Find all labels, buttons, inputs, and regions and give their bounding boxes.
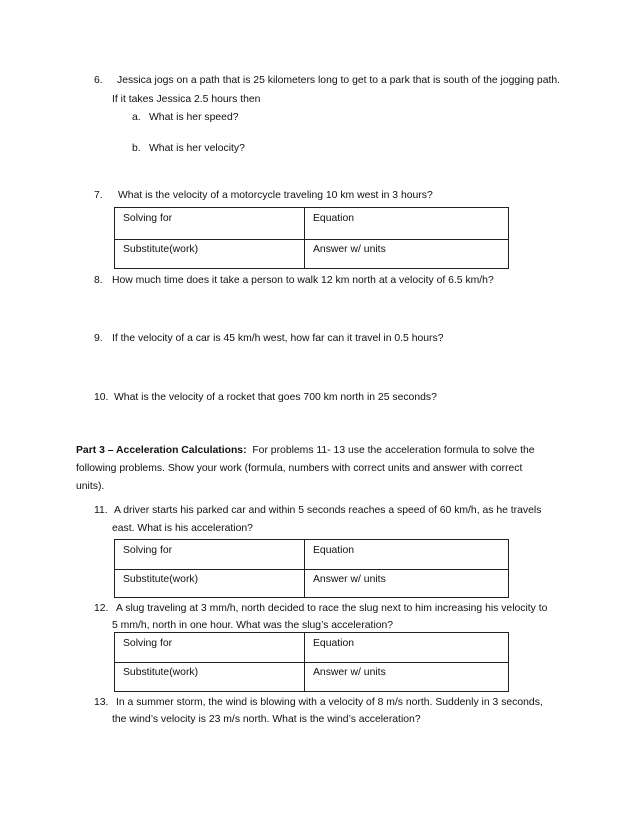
- q13-number: 13.: [94, 697, 109, 708]
- q13-text-line1: In a summer storm, the wind is blowing with a velocity of 8 m/s north. Suddenly in 3 seconds,: [116, 697, 543, 708]
- part3-intro-line1: [76, 445, 535, 456]
- q12-number: 12.: [94, 603, 109, 614]
- q10-text: What is the velocity of a rocket that goes 700 km north in 25 seconds?: [114, 392, 437, 403]
- q6a-label: a.: [132, 112, 141, 123]
- grid-answer-label: Answer w/ units: [313, 244, 386, 255]
- part3-intro-text: For problems 11- 13 use the acceleration formula to solve the: [252, 445, 535, 456]
- part3-intro-line3: units).: [76, 481, 105, 492]
- part3-heading: Part 3 – Acceleration Calculations:: [76, 445, 247, 456]
- q6b-text: What is her velocity?: [149, 143, 245, 154]
- q11-number: 11.: [94, 505, 108, 516]
- grid-solving-for-label: Solving for: [123, 638, 173, 649]
- q12-work-grid: [114, 632, 509, 692]
- q7-work-grid: [114, 207, 509, 269]
- q11-text-line1: A driver starts his parked car and within 5 seconds reaches a speed of 60 km/h, as he travels: [114, 505, 542, 516]
- grid-answer-label: Answer w/ units: [313, 667, 386, 678]
- grid-equation-label: Equation: [313, 213, 355, 224]
- grid-answer-label: Answer w/ units: [313, 574, 386, 585]
- q7-text: What is the velocity of a motorcycle traveling 10 km west in 3 hours?: [118, 190, 433, 201]
- q13-text-line2: the wind’s velocity is 23 m/s north. What is the wind’s acceleration?: [112, 714, 421, 725]
- q9-text: If the velocity of a car is 45 km/h west, how far can it travel in 0.5 hours?: [112, 333, 444, 344]
- q8-number: 8.: [94, 275, 103, 286]
- q12-text-line1: A slug traveling at 3 mm/h, north decided to race the slug next to him increasing his velocity to: [116, 603, 548, 614]
- q7-number: 7.: [94, 190, 103, 201]
- grid-solving-for-label: Solving for: [123, 213, 173, 224]
- q6b-label: b.: [132, 143, 141, 154]
- q11-work-grid: [114, 539, 509, 598]
- q6a-text: What is her speed?: [149, 112, 239, 123]
- grid-substitute-label: Substitute(work): [123, 244, 199, 255]
- q9-number: 9.: [94, 333, 103, 344]
- grid-equation-label: Equation: [313, 545, 355, 556]
- q10-number: 10.: [94, 392, 109, 403]
- grid-substitute-label: Substitute(work): [123, 667, 199, 678]
- grid-substitute-label: Substitute(work): [123, 574, 199, 585]
- q6-text-line2: If it takes Jessica 2.5 hours then: [112, 94, 261, 105]
- q6-text-line1: Jessica jogs on a path that is 25 kilometers long to get to a park that is south of the jogging path.: [117, 75, 561, 86]
- q12-text-line2: 5 mm/h, north in one hour. What was the slug’s acceleration?: [112, 620, 394, 631]
- q11-text-line2: east. What is his acceleration?: [112, 523, 253, 534]
- grid-equation-label: Equation: [313, 638, 355, 649]
- q6-number: 6.: [94, 75, 103, 86]
- q8-text: How much time does it take a person to walk 12 km north at a velocity of 6.5 km/h?: [112, 275, 494, 286]
- grid-solving-for-label: Solving for: [123, 545, 173, 556]
- part3-intro-line2: following problems. Show your work (formula, numbers with correct units and answer with correct: [76, 463, 523, 474]
